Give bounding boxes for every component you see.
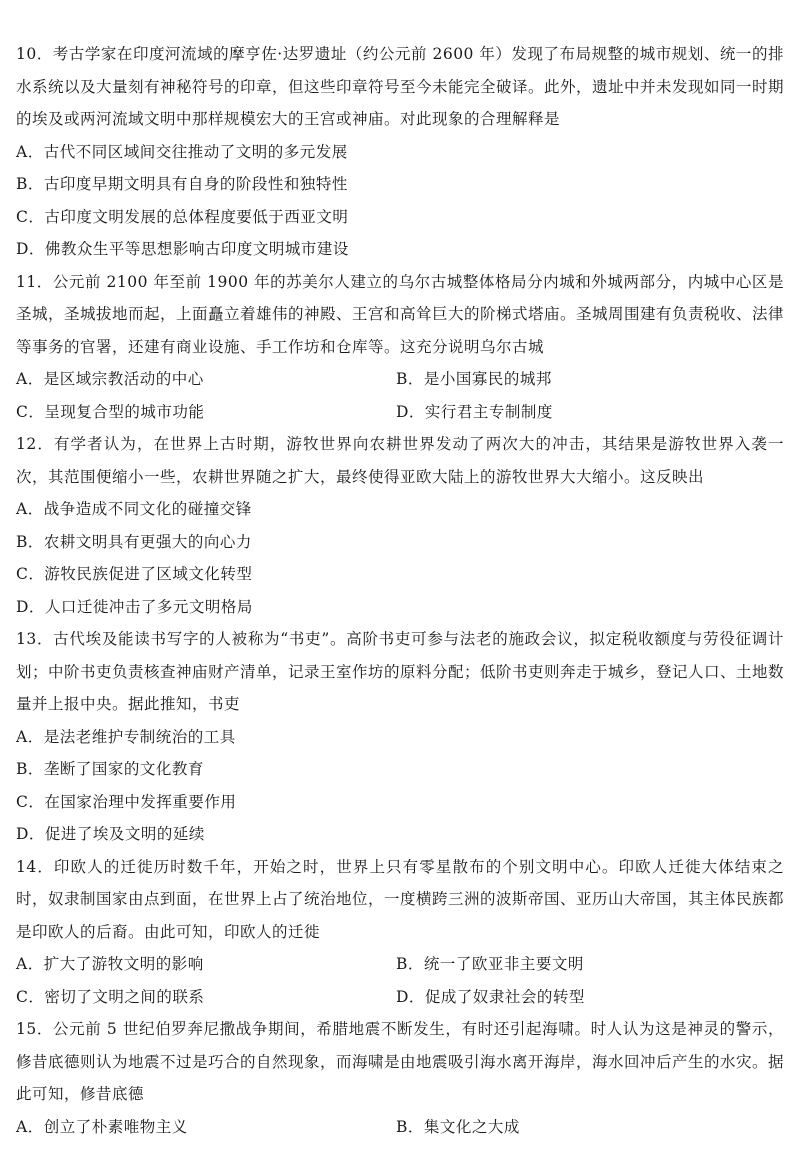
option-list xyxy=(16,721,784,851)
question-14 xyxy=(16,851,784,1014)
option-list xyxy=(16,948,784,1013)
option-a: A．是区域宗教活动的中心 xyxy=(16,370,204,388)
option-b: B．统一了欧亚非主要文明 xyxy=(396,955,584,973)
question-12 xyxy=(16,428,784,623)
question-stem: 12．有学者认为，在世界上古时期，游牧世界向农耕世界发动了两次大的冲击，其结果是游牧世界入袭一次，其范围便缩小一些，农耕世界随之扩大，最终使得亚欧大陆上的游牧世界大大缩小。这反映出 xyxy=(16,435,784,486)
option-d: D．促进了埃及文明的延续 xyxy=(16,825,205,843)
question-stem: 11．公元前 2100 年至前 1900 年的苏美尔人建立的乌尔古城整体格局分内城和外城两部分，内城中心区是圣城，圣城拔地而起，上面矗立着雄伟的神殿、王宫和高耸巨大的阶梯式塔庙。圣城周围建有负责税收、法律等事务的官署，还建有商业设施、手工作坊和仓库等。这充分说明乌尔古城 xyxy=(16,272,785,356)
option-d: D．促成了奴隶社会的转型 xyxy=(396,987,585,1006)
option-b: B．集文化之大成 xyxy=(396,1117,520,1136)
option-c: C．呈现复合型的城市功能 xyxy=(16,402,205,421)
option-list xyxy=(16,1111,784,1144)
question-stem: 14．印欧人的迁徙历时数千年，开始之时，世界上只有零星散布的个别文明中心。印欧人迁徙大体结束之时，奴隶制国家由点到面，在世界上占了统治地位，一度横跨三洲的波斯帝国、亚历山大帝国，其主体民族都是印欧人的后裔。由此可知，印欧人的迁徙 xyxy=(16,857,785,941)
option-c: C．游牧民族促进了区域文化转型 xyxy=(16,565,253,583)
option-b: B．古印度早期文明具有自身的阶段性和独特性 xyxy=(16,175,348,193)
question-stem: 10．考古学家在印度河流域的摩亨佐·达罗遗址（约公元前 2600 年）发现了布局规整的城市规划、统一的排水系统以及大量刻有神秘符号的印章，但这些印章符号至今未能完全破译。此外，遗址中并未发现如同一时期的埃及或两河流域文明中那样规模宏大的王宫或神庙。对此现象的合理解释是 xyxy=(16,45,785,128)
option-c: C．密切了文明之间的联系 xyxy=(16,987,205,1006)
question-11 xyxy=(16,266,784,429)
exam-page xyxy=(16,38,784,1143)
option-a: A．扩大了游牧文明的影响 xyxy=(16,955,204,973)
option-a: A．是法老维护专制统治的工具 xyxy=(16,727,236,746)
option-b: B．是小国寡民的城邦 xyxy=(396,370,552,388)
question-13 xyxy=(16,623,784,851)
question-15 xyxy=(16,1013,784,1143)
option-a: A．创立了朴素唯物主义 xyxy=(16,1117,188,1136)
option-list xyxy=(16,363,784,428)
option-d: D．实行君主专制制度 xyxy=(396,402,553,421)
option-b: B．垄断了国家的文化教育 xyxy=(16,760,204,778)
option-d: D．佛教众生平等思想影响古印度文明城市建设 xyxy=(16,240,349,258)
question-10 xyxy=(16,38,784,266)
question-stem: 13．古代埃及能读书写字的人被称为“书吏”。高阶书吏可参与法老的施政会议，拟定税收额度与劳役征调计划；中阶书吏负责核查神庙财产清单，记录王室作坊的原料分配；低阶书吏则奔走于城乡，登记人口、土地数量并上报中央。据此推知，书吏 xyxy=(16,630,785,713)
option-list xyxy=(16,493,784,623)
question-stem: 15．公元前 5 世纪伯罗奔尼撒战争期间，希腊地震不断发生，有时还引起海啸。时人认为这是神灵的警示，修昔底德则认为地震不过是巧合的自然现象，而海啸是由地震吸引海水离开海岸，海水回冲后产生的水灾。据此可知，修昔底德 xyxy=(16,1020,785,1103)
option-a: A．古代不同区域间交往推动了文明的多元发展 xyxy=(16,142,348,161)
option-c: C．在国家治理中发挥重要作用 xyxy=(16,792,237,811)
option-d: D．人口迁徙冲击了多元文明格局 xyxy=(16,597,253,616)
option-a: A．战争造成不同文化的碰撞交锋 xyxy=(16,500,252,518)
option-b: B．农耕文明具有更强大的向心力 xyxy=(16,532,252,551)
option-c: C．古印度文明发展的总体程度要低于西亚文明 xyxy=(16,207,349,226)
option-list xyxy=(16,136,784,266)
